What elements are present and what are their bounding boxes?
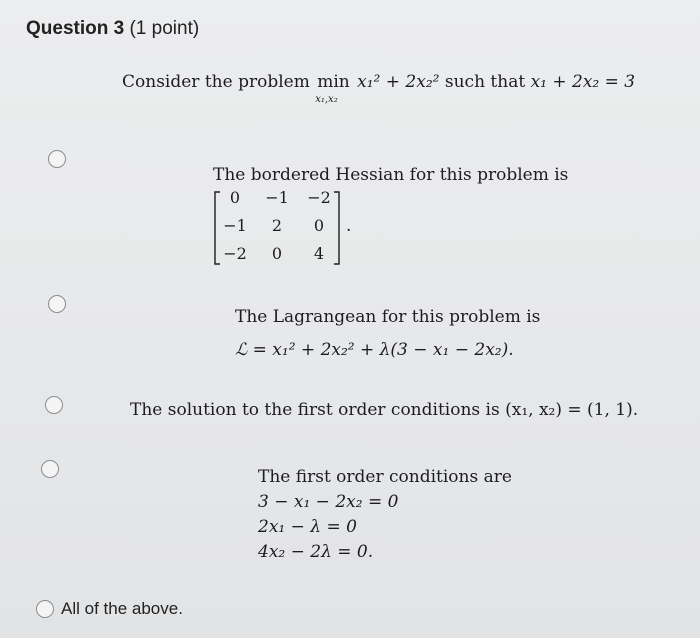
- option-e-text: All of the above.: [61, 599, 183, 618]
- option-c-text: The solution to the first order conditions is (x₁, x₂) = (1, 1).: [130, 400, 639, 420]
- min-subscript: x₁,x₂: [315, 94, 338, 105]
- option-c-radio[interactable]: [45, 396, 63, 414]
- lagrangean-equation: ℒ = x₁² + 2x₂² + λ(3 − x₁ − 2x₂).: [235, 340, 514, 360]
- matrix-cell: 2: [271, 216, 283, 235]
- problem-prefix: Consider the problem: [122, 72, 310, 92]
- min-operator: min x₁,x₂: [315, 72, 350, 105]
- such-that-text: such that: [444, 72, 526, 92]
- option-b-text: The Lagrangean for this problem is: [235, 307, 541, 327]
- foc-equation-3: 4x₂ − 2λ = 0.: [258, 542, 374, 562]
- foc-equation-1: 3 − x₁ − 2x₂ = 0: [258, 492, 399, 512]
- matrix-cell: 0: [271, 244, 283, 263]
- matrix-cell: 0: [313, 216, 325, 235]
- matrix-cell: −2: [223, 244, 247, 263]
- option-d-text: The first order conditions are: [258, 467, 512, 487]
- bordered-hessian-matrix: [212, 188, 342, 268]
- option-e-radio[interactable]: [36, 600, 54, 618]
- option-a-radio[interactable]: [48, 150, 66, 168]
- option-d-radio[interactable]: [41, 460, 59, 478]
- option-a-text: The bordered Hessian for this problem is: [213, 165, 569, 185]
- matrix-period: .: [346, 216, 352, 236]
- problem-statement: [122, 72, 636, 105]
- matrix-cell: −1: [265, 188, 289, 207]
- matrix-cell: 0: [229, 188, 241, 207]
- question-title: [26, 18, 199, 40]
- matrix-cell: 4: [313, 244, 325, 263]
- foc-equation-2: 2x₁ − λ = 0: [258, 517, 357, 537]
- question-points: (1 point): [129, 18, 200, 39]
- objective-function: x₁² + 2x₂²: [357, 72, 440, 92]
- question-number: Question 3: [26, 18, 125, 39]
- constraint: x₁ + 2x₂ = 3: [530, 72, 636, 92]
- option-b-radio[interactable]: [48, 295, 66, 313]
- matrix-cell: −2: [307, 188, 331, 207]
- matrix-cell: −1: [223, 216, 247, 235]
